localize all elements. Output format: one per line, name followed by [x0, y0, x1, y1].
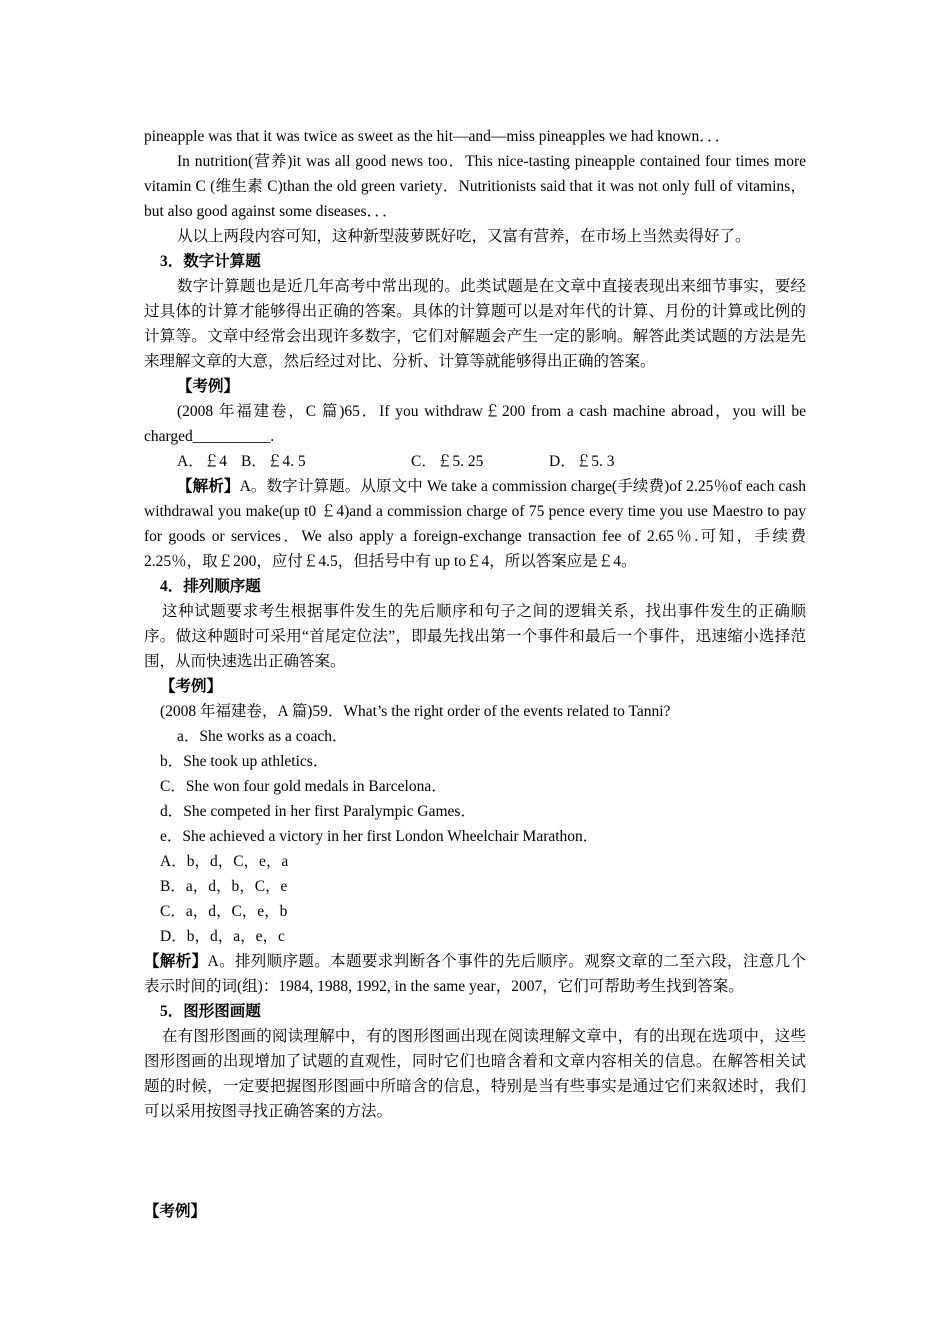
section-3-options — [144, 449, 806, 474]
option-a: A．￡4 — [177, 453, 227, 470]
document-page — [144, 124, 806, 1224]
section-3-analysis — [144, 474, 806, 574]
section-5-heading: 5．图形图画题 — [160, 1003, 261, 1020]
option-a: A．b，d，C，e，a — [160, 853, 289, 870]
paragraph-continued: pineapple was that it was twice as sweet as the hit—and—miss pineapples we had known．．． — [144, 128, 731, 145]
section-4-heading: 4．排列顺序题 — [160, 578, 261, 595]
paragraph-summary: 从以上两段内容可知，这种新型菠萝既好吃，又富有营养，在市场上当然卖得好了。 — [177, 228, 751, 245]
option-c: C．￡5. 25 — [411, 453, 484, 470]
event-e: e．She achieved a victory in her first London Wheelchair Marathon． — [160, 828, 599, 845]
option-b: B．￡4. 5 — [241, 453, 306, 470]
section-5-example-label: 【考例】 — [144, 1203, 207, 1220]
analysis-text: A。数字计算题。从原文中 We take a commission charge(手续费)of 2.25％of each cash withdrawal you make(up t0 ￡4)and a commission charge of 75 pence every time you use Maestro to pay for goods or services．We also apply a foreign-exchange transaction fee of 2.65％.可知，手续费 2.25％，取￡200，应付￡4.5，但括号中有 up to￡4，所以答案应是￡4。 — [144, 478, 806, 570]
option-d: D．￡5. 3 — [549, 453, 615, 470]
section-4-example-label: 【考例】 — [160, 678, 223, 695]
analysis-label: 【解析】 — [177, 478, 240, 495]
section-3-example-label: 【考例】 — [177, 378, 240, 395]
event-a: a．She works as a coach． — [177, 728, 348, 745]
paragraph-nutrition: In nutrition(营养)it was all good news too．This nice-tasting pineapple contained four times more vitamin C (维生素 C)than the old green variety．Nutritionists said that it was not only full of vitamins，but also good against some diseases．．． — [144, 153, 806, 220]
section-3-intro: 数字计算题也是近几年高考中常出现的。此类试题是在文章中直接表现出来细节事实，要经过具体的计算才能够得出正确的答案。具体的计算题可以是对年代的计算、月份的计算或比例的计算等。文章中经常会出现许多数字，它们对解题会产生一定的影响。解答此类试题的方法是先来理解文章的大意，然后经过对比、分析、计算等就能够得出正确的答案。 — [144, 278, 806, 370]
option-d: D．b，d，a，e，c — [160, 928, 285, 945]
section-4-question: (2008 年福建卷，A 篇)59．What’s the right order of the events related to Tanni? — [160, 703, 671, 720]
event-d: d．She competed in her first Paralympic Games． — [160, 803, 476, 820]
section-4-intro: 这种试题要求考生根据事件发生的先后顺序和句子之间的逻辑关系，找出事件发生的正确顺序。做这种题时可采用“首尾定位法”，即最先找出第一个事件和最后一个事件，迅速缩小选择范围，从而快速选出正确答案。 — [144, 603, 806, 670]
section-3-question: (2008 年福建卷，C 篇)65．If you withdraw￡200 from a cash machine abroad，you will be charged__________. — [144, 403, 806, 445]
event-b: b．She took up athletics． — [160, 753, 329, 770]
analysis-text: A。排列顺序题。本题要求判断各个事件的先后顺序。观察文章的二至六段，注意几个表示时间的词(组)：1984, 1988, 1992, in the same year，2007，它们可帮助考生找到答案。 — [144, 953, 806, 995]
event-c: C．She won four gold medals in Barcelona． — [160, 778, 447, 795]
page-spacer — [144, 1124, 806, 1199]
section-4-analysis — [144, 949, 806, 999]
option-b: B．a，d，b，C，e — [160, 878, 288, 895]
section-5-intro: 在有图形图画的阅读理解中，有的图形图画出现在阅读理解文章中，有的出现在选项中，这些图形图画的出现增加了试题的直观性，同时它们也暗含着和文章内容相关的信息。在解答相关试题的时候，一定要把握图形图画中所暗含的信息，特别是当有些事实是通过它们来叙述时，我们可以采用按图寻找正确答案的方法。 — [144, 1028, 806, 1120]
section-3-heading: 3．数字计算题 — [160, 253, 261, 270]
analysis-label: 【解析】 — [144, 953, 208, 970]
option-c: C．a，d，C，e，b — [160, 903, 288, 920]
